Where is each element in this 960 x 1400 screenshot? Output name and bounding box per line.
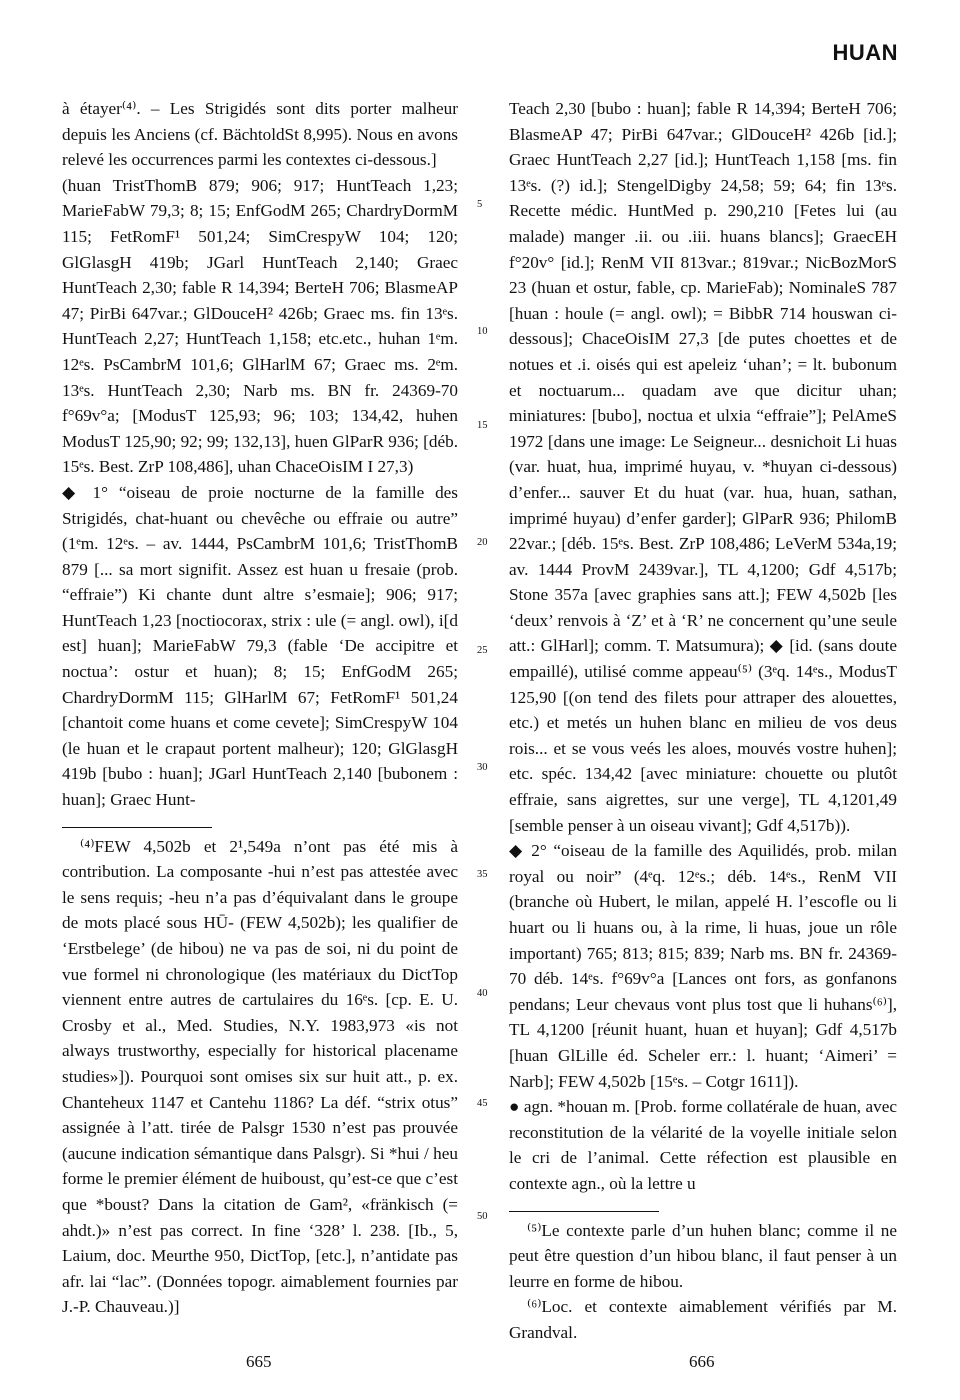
line-number: 10: [477, 326, 488, 337]
paragraph: ● agn. *houan m. [Prob. forme collatérale de huan, avec reconstitution de la vélarité de la voyelle initiale selon le cri de l’animal. Cette réfection est plausible en contexte agn., où la lettre u: [509, 1097, 897, 1193]
footnote: ⁽⁶⁾Loc. et contexte aimablement vérifiés par M. Grandval.: [509, 1297, 897, 1342]
footnote: ⁽⁵⁾Le contexte parle d’un huhen blanc; comme il ne peut être question d’un hibou blanc, il faut penser à un leurre en forme de hibou.: [509, 1220, 897, 1291]
line-number: 25: [477, 645, 488, 656]
line-number: 15: [477, 420, 488, 431]
line-number: 45: [477, 1098, 488, 1109]
page-number-right: 666: [689, 1352, 715, 1371]
line-number: 5: [477, 199, 483, 210]
line-number: 40: [477, 988, 488, 999]
page-number-left: 665: [246, 1352, 272, 1371]
line-number: 50: [477, 1211, 488, 1222]
right-column: [509, 96, 897, 1346]
right-footnotes: [509, 1218, 897, 1346]
line-number: 35: [477, 869, 488, 880]
headword: HUAN: [832, 40, 898, 65]
left-column: [62, 96, 458, 1320]
footnote: ⁽⁴⁾FEW 4,502b et 2¹,549a n’ont pas été mis à contribution. La composante -hui n’est pas attestée avec le sens requis; -heu n’a pas d’équivalant dans le groupe de mots placé sous HŪ- (FEW 4,502b); les qualifier de ‘Erstbelege’ (de hibou) ne va pas de soi, ni du point de vue formel ni chronologique (les matériaux du DictTop viennent entre autres de cartulaires du 16ᵉs. [cp. E. U. Crosby et al., Med. Studies, N.Y. 1983,973 «is not always trustworthy, especially for historical placename studies»]). Pourquoi sont omises six sur huit att., p. ex. Chanteheux 1147 et Cantehu 1186? La déf. “strix otus” assignée à l’att. tirée de Palsgr 1530 n’est pas prouvée (aucune indication sémantique dans Palsgr). Si *hui / heu forme le premier élément de huiboust, qu’est-ce que c’est que *boust? Dans la citation de Gam², «fränkisch (= ahdt.)» n’est pas correct. In fine ‘328’ l. 238. [Ib., 5, Laium, doc. Meurthe 950, DictTop, [etc.], n’antidate pas afr. lai “lac”. (Données topogr. aimablement fournies par J.-P. Chauveau.)]: [62, 836, 458, 1317]
paragraph: ◆ 2° “oiseau de la famille des Aquilidés, prob. milan royal ou noir” (4ᵉq. 12ᵉs.; déb. 14ᵉs., RenM VII (branche où Hubert, le milan, appelé H. l’escofle ou li huart ou li huans ou, à la rime, li huas, joue un rôle important) 765; 813; 815; 839; Narb ms. BN fr. 24369-70 déb. 14ᵉs. f°69v°a [Lances ont fors, as gonfanons pendans; Leur chevaus vont plus tost que li huhans⁽⁶⁾], TL 4,1200 [réunit huant, huan et huyan]; Gdf 4,517b [huan GlLille éd. Scheler err.: l. huant; ‘Aimeri’ = Narb]; FEW 4,502b [15ᵉs. – Cotgr 1611]).: [509, 841, 897, 1091]
left-footnote: [62, 834, 458, 1320]
footnote-rule: [509, 1211, 659, 1212]
line-number: 20: [477, 537, 488, 548]
line-number: 30: [477, 762, 488, 773]
paragraph: à étayer⁽⁴⁾. – Les Strigidés sont dits porter malheur depuis les Anciens (cf. BächtoldSt 8,995). Nous en avons relevé les occurrences parmi les contextes ci-dessous.]: [62, 99, 458, 170]
footnote-rule: [62, 827, 212, 828]
paragraph: Teach 2,30 [bubo : huan]; fable R 14,394; BerteH 706; BlasmeAP 47; PirBi 647var.; GlDouceH² 426b [id.]; Graec HuntTeach 2,27 [id.]; HuntTeach 1,158 [ms. fin 13ᵉs. (?) id.]; StengelDigby 24,58; 59; 64; fin 13ᵉs. Recette médic. HuntMed p. 290,210 [Fetes lui (au malade) manger .ii. ou .iii. huans blancs]; GraecEH f°20v° [id.]; RenM VII 813var.; 819var.; NicBozMorS 23 (huan et ostur, fable, cp. MarieFab); NominaleS 787 [huan : houle (= angl. owl); = BibbR 714 houswan ci-dessous]; ChaceOisIM 27,3 [de putes choettes et de notues et .i. oisés qui est apeleiz ‘uhan’; = lt. bubonum et noctuarum... quadam ave que dicitur uhan; miniatures: [bubo], noctua et ulxia “effraie”]; PelAmeS 1972 [dans une image: Le Seigneur... desnichoit Li huas (var. huat, hua, imprimé huyau, v. *huyan ci-dessous) d’enfer... sauver Et du huat (var. hua, huan, sathan, imprimé huyau) d’enfer garder]; GlParR 936; PhilomB 22var.; [déb. 15ᵉs. Best. ZrP 108,486; LeVerM 534a,19; av. 1444 ProvM 2439var.], TL 4,1200; Gdf 4,517b; Stone 357a [avec graphies sans att.]; FEW 4,502b [les ‘deux’ renvois à ‘Z’ et à ‘R’ ne concernent qu’une seule att.: GlHarl]; comm. T. Matsumura); ◆ [id. (sans doute empaillé), utilisé comme appeau⁽⁵⁾ (3ᵉq. 14ᵉs., ModusT 125,90 [(on tend des filets pour attraper des alouettes, etc.) et metés un huhen blanc en milieu de vos deus rois... et se vous veés les aloes, mouvés vostre huhen]; etc. spéc. 134,42 [avec miniature: chouette ou plutôt effraie, sans aigrettes, sur une verge], TL 4,1201,49 [semble penser à un oiseau vivant]; Gdf 4,517b)).: [509, 99, 897, 835]
paragraph: ◆ 1° “oiseau de proie nocturne de la famille des Strigidés, chat-huant ou chevêche ou effraie ou autre” (1ᵉm. 12ᵉs. – av. 1444, PsCambrM 101,6; TristThomB 879 [... sa mort signifit. Assez est huan u fresaie (prob. “effraie”) Ki chante dunt altre s’esmaie]; 906; 917; HuntTeach 1,23 [noctiocorax, strix : ule (= angl. owl), i[d est] huan]; MarieFabW 79,3 (fable ‘De accipitre et noctua’: ostur et huan); 8; 15; EnfGodM 265; ChardryDormM 115; GlHarlM 67; FetRomF¹ 501,24 [chantoit come huans et come cevete]; SimCrespyW 104 (le huan et le crapaut portent malheur); 120; GlGlasgH 419b [bubo : huan]; JGarl HuntTeach 2,140 [bubonem : huan]; Graec Hunt-: [62, 482, 458, 810]
line-number-gutter: [472, 96, 496, 1336]
paragraph: (huan TristThomB 879; 906; 917; HuntTeach 1,23; MarieFabW 79,3; 8; 15; EnfGodM 265; ChardryDormM 115; FetRomF¹ 501,24; SimCrespyW 104; 120; GlGlasgH 419b; JGarl HuntTeach 2,140; Graec HuntTeach 2,30; fable R 14,394; BerteH 706; BlasmeAP 47; PirBi 647var.; GlDouceH² 426b; Graec ms. fin 13ᵉs. HuntTeach 2,27; HuntTeach 1,158; etc.etc., huhan 1ᵉm. 12ᵉs. PsCambrM 101,6; GlHarlM 67; Graec ms. 2ᵉm. 13ᵉs. HuntTeach 2,30; Narb ms. BN fr. 24369-70 f°69v°a; [ModusT 125,93; 96; 103; 134,42, huhen ModusT 125,90; 92; 99; 132,13], huen GlParR 936; [déb. 15ᵉs. Best. ZrP 108,486], uhan ChaceOisIM I 27,3): [62, 175, 458, 477]
